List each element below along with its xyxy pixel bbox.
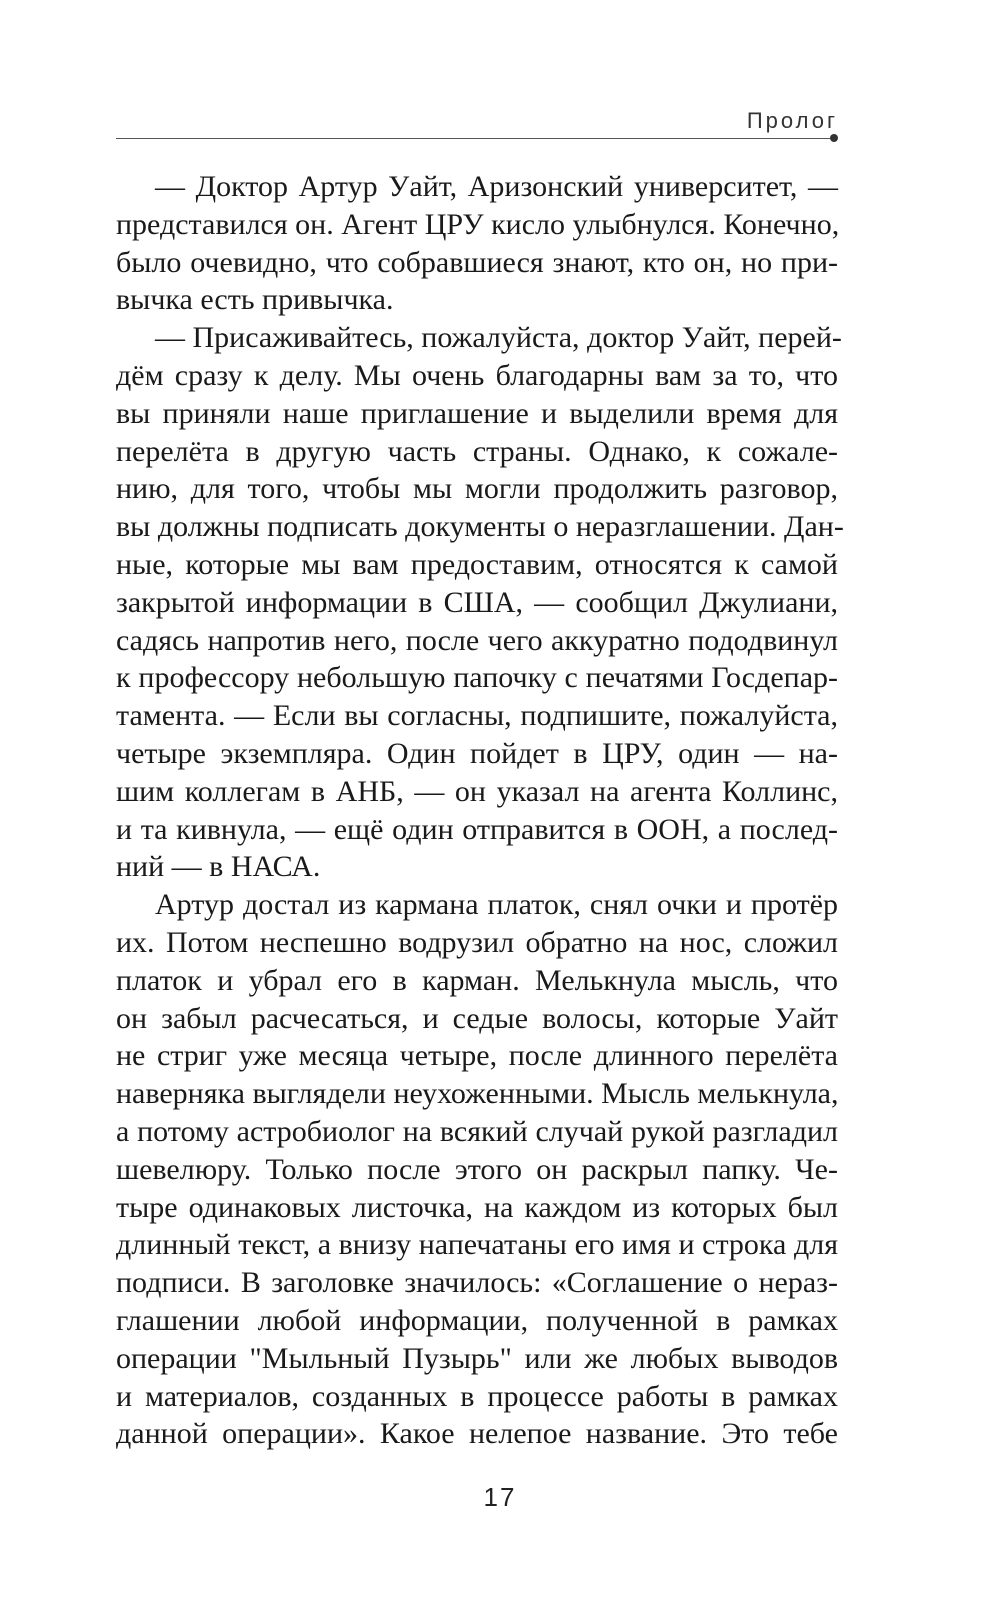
text-line: шим коллегам в АНБ, — он указал на агента Коллинс, [116, 774, 838, 808]
text-line: тамента. — Если вы согласны, подпишите, пожалуйста, [116, 699, 838, 733]
text-line: — Доктор Артур Уайт, Аризонский университет, — [155, 170, 838, 203]
text-line: данной операции». Какое нелепое название. Это тебе [116, 1417, 838, 1451]
text-line: платок и убрал его в карман. Мелькнула мысль, что [116, 963, 838, 997]
body-text [116, 168, 844, 1453]
text-line: не стриг уже месяца четыре, после длинного перелёта [116, 1039, 838, 1073]
text-line: вы должны подписать документы о неразглашении. Дан- [116, 510, 844, 544]
text-line: шевелюру. Только после этого он раскрыл папку. Че- [116, 1152, 838, 1186]
text-line: операции "Мыльный Пузырь" или же любых выводов [116, 1341, 838, 1375]
text-line: и та кивнула, — ещё один отправится в ООН, а послед- [116, 812, 838, 846]
text-line: глашении любой информации, полученной в рамках [116, 1303, 838, 1337]
text-line: а потому астробиолог на всякий случай рукой разгладил [116, 1114, 838, 1148]
text-line: он забыл расчесаться, и седые волосы, которые Уайт [116, 1001, 838, 1035]
text-line: перелёта в другую часть страны. Однако, к сожале- [116, 434, 838, 468]
running-title: Пролог [746, 108, 838, 133]
text-line: садясь напротив него, после чего аккуратно пододвинул [116, 623, 838, 657]
text-line: длинный текст, а внизу напечатаны его имя и строка для [116, 1228, 838, 1262]
text-line: четыре экземпляра. Один пойдет в ЦРУ, один — на- [116, 736, 838, 770]
header-rule-dot [830, 134, 838, 142]
text-line: ний — в НАСА. [116, 850, 321, 884]
text-line: представился он. Агент ЦРУ кисло улыбнулся. Конечно, [116, 207, 840, 241]
header-rule [116, 138, 832, 139]
text-line: к профессору небольшую папочку с печатями Госдепар- [116, 661, 838, 695]
text-line: нию, для того, чтобы мы могли продолжить разговор, [116, 472, 838, 506]
page-number: 17 [483, 1482, 517, 1512]
text-line: и материалов, созданных в процессе работы в рамках [116, 1379, 838, 1413]
text-line: наверняка выглядели неухоженными. Мысль мелькнула, [116, 1077, 839, 1111]
text-line: вы приняли наше приглашение и выделили время для [116, 396, 838, 430]
text-line: тыре одинаковых листочка, на каждом из которых был [116, 1190, 838, 1224]
text-line: было очевидно, что собравшиеся знают, кто он, но при- [116, 245, 838, 279]
text-line: их. Потом неспешно водрузил обратно на нос, сложил [116, 925, 838, 959]
text-line: — Присаживайтесь, пожалуйста, доктор Уайт, перей- [155, 321, 842, 355]
running-header [116, 100, 838, 140]
text-line: закрытой информации в США, — сообщил Джулиани, [116, 585, 838, 619]
text-line: вычка есть привычка. [116, 283, 394, 317]
text-line: дём сразу к делу. Мы очень благодарны вам за то, что [116, 358, 838, 392]
text-line: ные, которые мы вам предоставим, относятся к самой [116, 547, 838, 581]
text-line: подписи. В заголовке значилось: «Соглашение о нераз- [116, 1266, 838, 1300]
text-line: Артур достал из кармана платок, снял очки и протёр [155, 888, 838, 922]
